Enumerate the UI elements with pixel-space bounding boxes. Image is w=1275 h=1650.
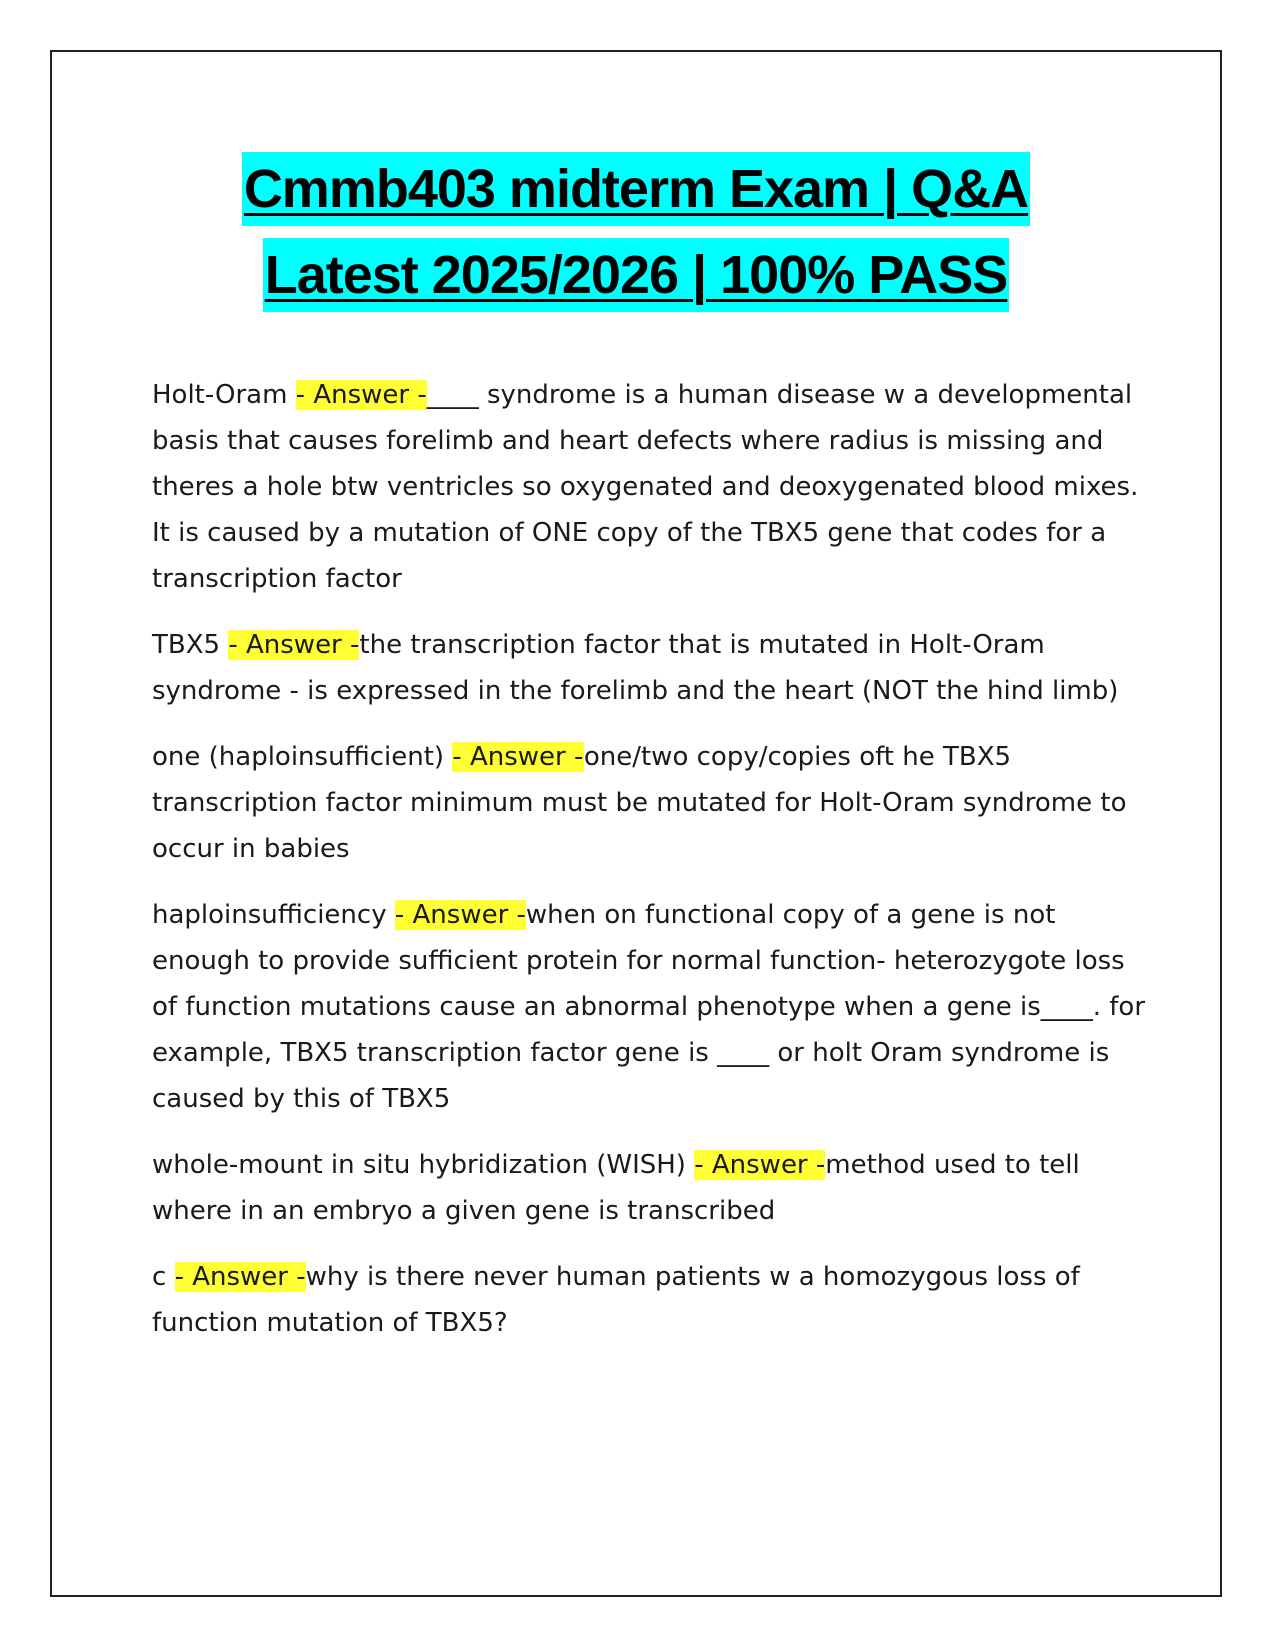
qa-item — [152, 892, 1152, 1122]
answer-marker: - Answer - — [295, 380, 427, 410]
answer-marker: - Answer - — [452, 742, 584, 772]
qa-item — [152, 372, 1152, 602]
qa-answer: when on functional copy of a gene is not enough to provide sufficient protein for normal function- heterozygote loss of function mutations cause an abnormal phenotype when a gene is____. for example, TBX5 transcription factor gene is ____ or holt Oram syndrome is caused by this of TBX5 — [152, 900, 1146, 1114]
qa-term: c — [152, 1262, 175, 1292]
qa-list — [152, 372, 1152, 1366]
answer-marker: - Answer - — [694, 1150, 826, 1180]
title-line-1: Cmmb403 midterm Exam | Q&A — [242, 152, 1030, 226]
qa-item — [152, 1142, 1152, 1234]
qa-item — [152, 734, 1152, 872]
qa-term: TBX5 — [152, 630, 229, 660]
qa-answer: one/two copy/copies oft he TBX5 transcription factor minimum must be mutated for Holt-Oram syndrome to occur in babies — [152, 742, 1127, 864]
qa-answer: ____ syndrome is a human disease w a developmental basis that causes forelimb and heart defects where radius is missing and theres a hole btw ventricles so oxygenated and deoxygenated blood mixes. It is caused by a mutation of ONE copy of the TBX5 gene that codes for a transcription factor — [152, 380, 1139, 594]
qa-answer: the transcription factor that is mutated in Holt-Oram syndrome - is expressed in the forelimb and the heart (NOT the hind limb) — [152, 630, 1119, 706]
answer-marker: - Answer - — [394, 900, 526, 930]
answer-marker: - Answer - — [174, 1262, 306, 1292]
qa-term: haploinsufficiency — [152, 900, 395, 930]
qa-answer: why is there never human patients w a homozygous loss of function mutation of TBX5? — [152, 1262, 1080, 1338]
qa-item — [152, 622, 1152, 714]
title-line-2: Latest 2025/2026 | 100% PASS — [263, 238, 1010, 312]
qa-answer: method used to tell where in an embryo a given gene is transcribed — [152, 1150, 1080, 1226]
page-border — [50, 50, 1222, 1597]
qa-term: whole-mount in situ hybridization (WISH) — [152, 1150, 695, 1180]
qa-term: one (haploinsufficient) — [152, 742, 453, 772]
qa-term: Holt-Oram — [152, 380, 296, 410]
answer-marker: - Answer - — [228, 630, 360, 660]
qa-item — [152, 1254, 1152, 1346]
document-title — [52, 152, 1220, 324]
